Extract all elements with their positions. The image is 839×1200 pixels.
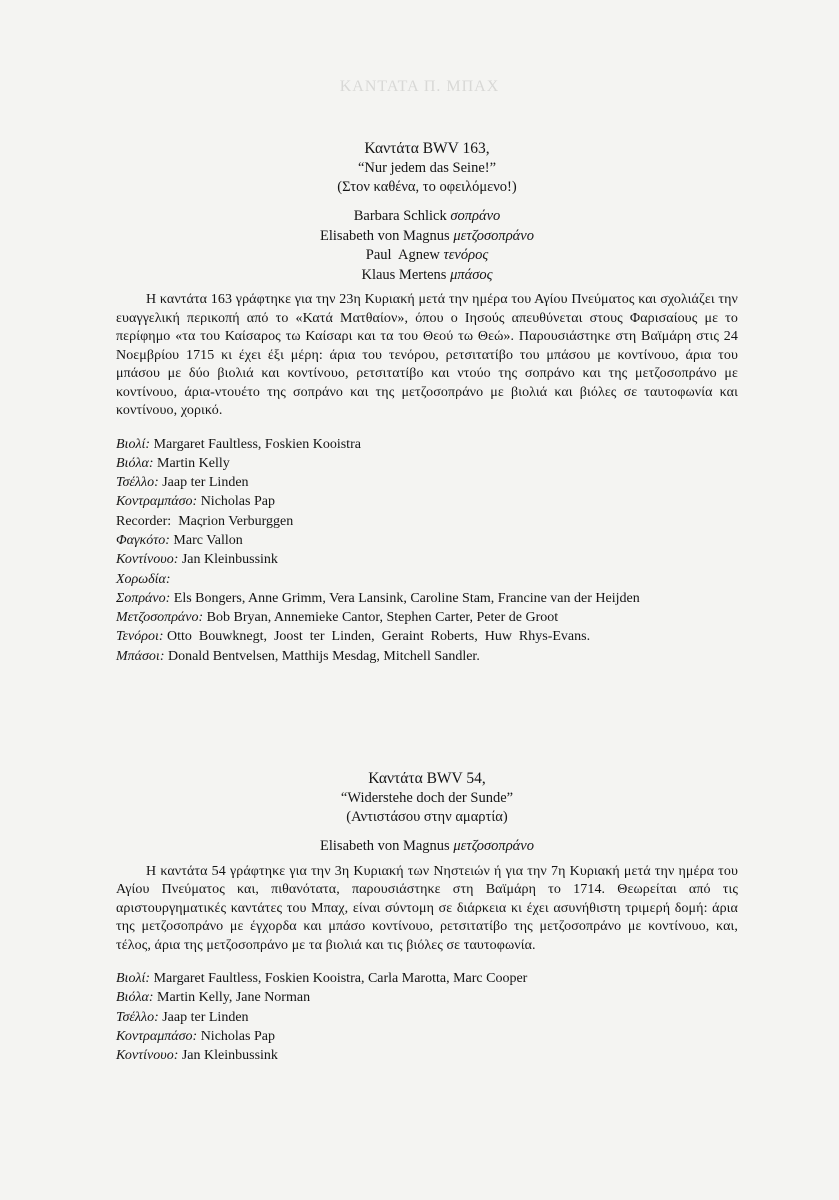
credit-line <box>116 454 738 473</box>
credit-names: Jan Kleinbussink <box>181 1048 278 1064</box>
credit-names: Bob Bryan, Annemieke Cantor, Stephen Carter, Peter de Groot <box>206 610 559 626</box>
soloist-voice: τενόρος <box>443 247 489 263</box>
credit-role: Βιολί: <box>116 436 151 452</box>
credit-names: Marc Vallon <box>173 532 243 548</box>
credit-line <box>116 647 738 666</box>
credit-names: Donald Bentvelsen, Matthijs Mesdag, Mitchell Sandler. <box>167 648 480 664</box>
credit-role: Βιόλα: <box>116 990 154 1006</box>
credit-role: Τσέλλο: <box>116 475 159 491</box>
cantata-bwv-54-section <box>116 768 738 1065</box>
soloist-voice: μετζοσοπράνο <box>453 838 534 854</box>
cantata-subtitle-greek: (Αντιστάσου στην αμαρτία) <box>346 809 508 825</box>
credit-names: Martin Kelly, Jane Norman <box>157 990 311 1006</box>
soloist <box>116 207 738 227</box>
musicians-credits <box>116 969 738 1065</box>
credit-role: Μπάσοι: <box>116 648 165 664</box>
credit-role: Φαγκότο: <box>116 532 170 548</box>
credit-line <box>116 512 738 531</box>
credit-line <box>116 570 738 589</box>
cantata-description: Η καντάτα 163 γράφτηκε για την 23η Κυριακή μετά την ημέρα του Αγίου Πνεύματος και σχολιάζει την ευαγγελική περικοπή από το «Κατά Ματθαίον», όπου ο Ιησούς απευθύνεται στους Φαρισαίους με το περίφημο «τα του Καίσαρος τω Καίσαρι και τα του Θεού τω Θεώ». Παρουσιάστηκε στη Βαϊμάρη στις 24 Νοεμβρίου 1715 κι έχει έξι μέρη: άρια του τενόρου, ρετσιτατίβο του μπάσου με κοντίνουο, άρια του μπάσου με δύο βιολιά και κοντίνουο, ρετσιτατίβο και ντούο της σοπράνο και της μετζοσοπράνο με κοντίνουο, άρια-ντουέτο της σοπράνο και της μετζοσοπράνο με βιολιά και βιόλες σε ταυτοφωνία και κοντίνουο, χορικό. <box>116 292 738 418</box>
credit-names: Margaret Faultless, Foskien Kooistra, Carla Marotta, Marc Cooper <box>153 971 528 986</box>
credit-role: Τενόροι: <box>116 629 164 645</box>
credit-role: Κοντίνουο: <box>116 552 179 568</box>
credit-role: Χορωδία: <box>116 571 171 587</box>
credit-role: Κοντραμπάσο: <box>116 1028 198 1044</box>
credit-names: Els Bongers, Anne Grimm, Vera Lansink, Caroline Stam, Francine van der Heijden <box>173 590 640 606</box>
cantata-subtitle-german: “Widerstehe doch der Sunde” <box>340 790 514 806</box>
soloist-name: Elisabeth von Magnus <box>320 838 450 854</box>
soloist-voice: μετζοσοπράνο <box>453 227 534 244</box>
soloist-name: Paul Agnew <box>365 247 440 263</box>
credit-names: Margaret Faultless, Foskien Kooistra <box>153 436 361 452</box>
faint-running-header: ΚΑΝΤΑΤΑ Π. ΜΠΑΧ <box>339 78 500 95</box>
credit-line <box>116 608 738 627</box>
credit-line <box>116 969 738 988</box>
credit-names: Martin Kelly <box>157 455 230 471</box>
cantata-subtitle-german: “Nur jedem das Seine!” <box>357 160 497 176</box>
credit-line <box>116 550 738 569</box>
credit-names: Maςrion Verburggen <box>174 513 294 529</box>
credit-line <box>116 589 738 608</box>
soloist-name: Barbara Schlick <box>353 208 447 224</box>
credit-line <box>116 435 738 454</box>
credit-names: Nicholas Pap <box>200 1028 275 1044</box>
soloist <box>116 266 738 286</box>
soloist <box>116 246 738 266</box>
credit-role: Κοντραμπάσο: <box>116 494 198 510</box>
credit-role: Recorder: <box>116 513 172 529</box>
credit-line <box>116 473 738 492</box>
credit-line <box>116 988 738 1007</box>
cantata-description: Η καντάτα 54 γράφτηκε για την 3η Κυριακή των Νηστειών ή για την 7η Κυριακή μετά την ημέρα του Αγίου Πνεύματος και, πιθανότατα, παρουσιάστηκε στη Βαϊμάρη το 1714. Θεωρείται από τις αριστουργηματικές καντάτες του Μπαχ, είναι σύντομη σε διάρκεια κι έχει ασυνήθιστη τριμερή δομή: άρια της μετζοσοπράνο με έγχορδα και μπάσο κοντίνουο, ρετσιτατίβο της μετζοσοπράνο με κοντίνουο, και, τέλος, άρια της μετζοσοπράνο με τα βιολιά και τις βιόλες σε ταυτοφωνία. <box>116 863 738 953</box>
credit-names: Nicholas Pap <box>200 494 275 510</box>
soloist <box>116 227 738 247</box>
credit-names: Jaap ter Linden <box>162 1009 249 1025</box>
cantata-title: Καντάτα BWV 163, <box>364 140 490 157</box>
credit-line <box>116 1046 738 1065</box>
credit-names: Otto Bouwknegt, Joost ter Linden, Geraint Roberts, Huw Rhys-Evans. <box>167 629 591 645</box>
musicians-credits <box>116 435 738 667</box>
credit-line <box>116 1008 738 1027</box>
credit-line <box>116 627 738 646</box>
cantata-title: Καντάτα BWV 54, <box>368 770 486 787</box>
credit-line <box>116 492 738 511</box>
soloists-list <box>116 837 738 857</box>
cantata-subtitle-greek: (Στον καθένα, το οφειλόμενο!) <box>337 179 517 195</box>
credit-role: Κοντίνουο: <box>116 1048 179 1064</box>
credit-role: Βιόλα: <box>116 455 154 471</box>
credit-role: Τσέλλο: <box>116 1009 159 1025</box>
soloist-name: Klaus Mertens <box>361 266 447 283</box>
credit-line <box>116 1027 738 1046</box>
credit-line <box>116 531 738 550</box>
credit-role: Σοπράνο: <box>116 590 171 606</box>
soloist-voice: μπάσος <box>450 266 493 283</box>
soloist-name: Elisabeth von Magnus <box>320 227 450 244</box>
credit-role: Μετζοσοπράνο: <box>116 610 204 626</box>
soloist-voice: σοπράνο <box>450 208 501 224</box>
cantata-bwv-163-section <box>116 138 738 666</box>
soloists-list <box>116 207 738 285</box>
credit-role: Βιολί: <box>116 971 151 986</box>
credit-names: Jan Kleinbussink <box>181 552 278 568</box>
credit-names: Jaap ter Linden <box>162 475 249 491</box>
soloist <box>116 837 738 857</box>
